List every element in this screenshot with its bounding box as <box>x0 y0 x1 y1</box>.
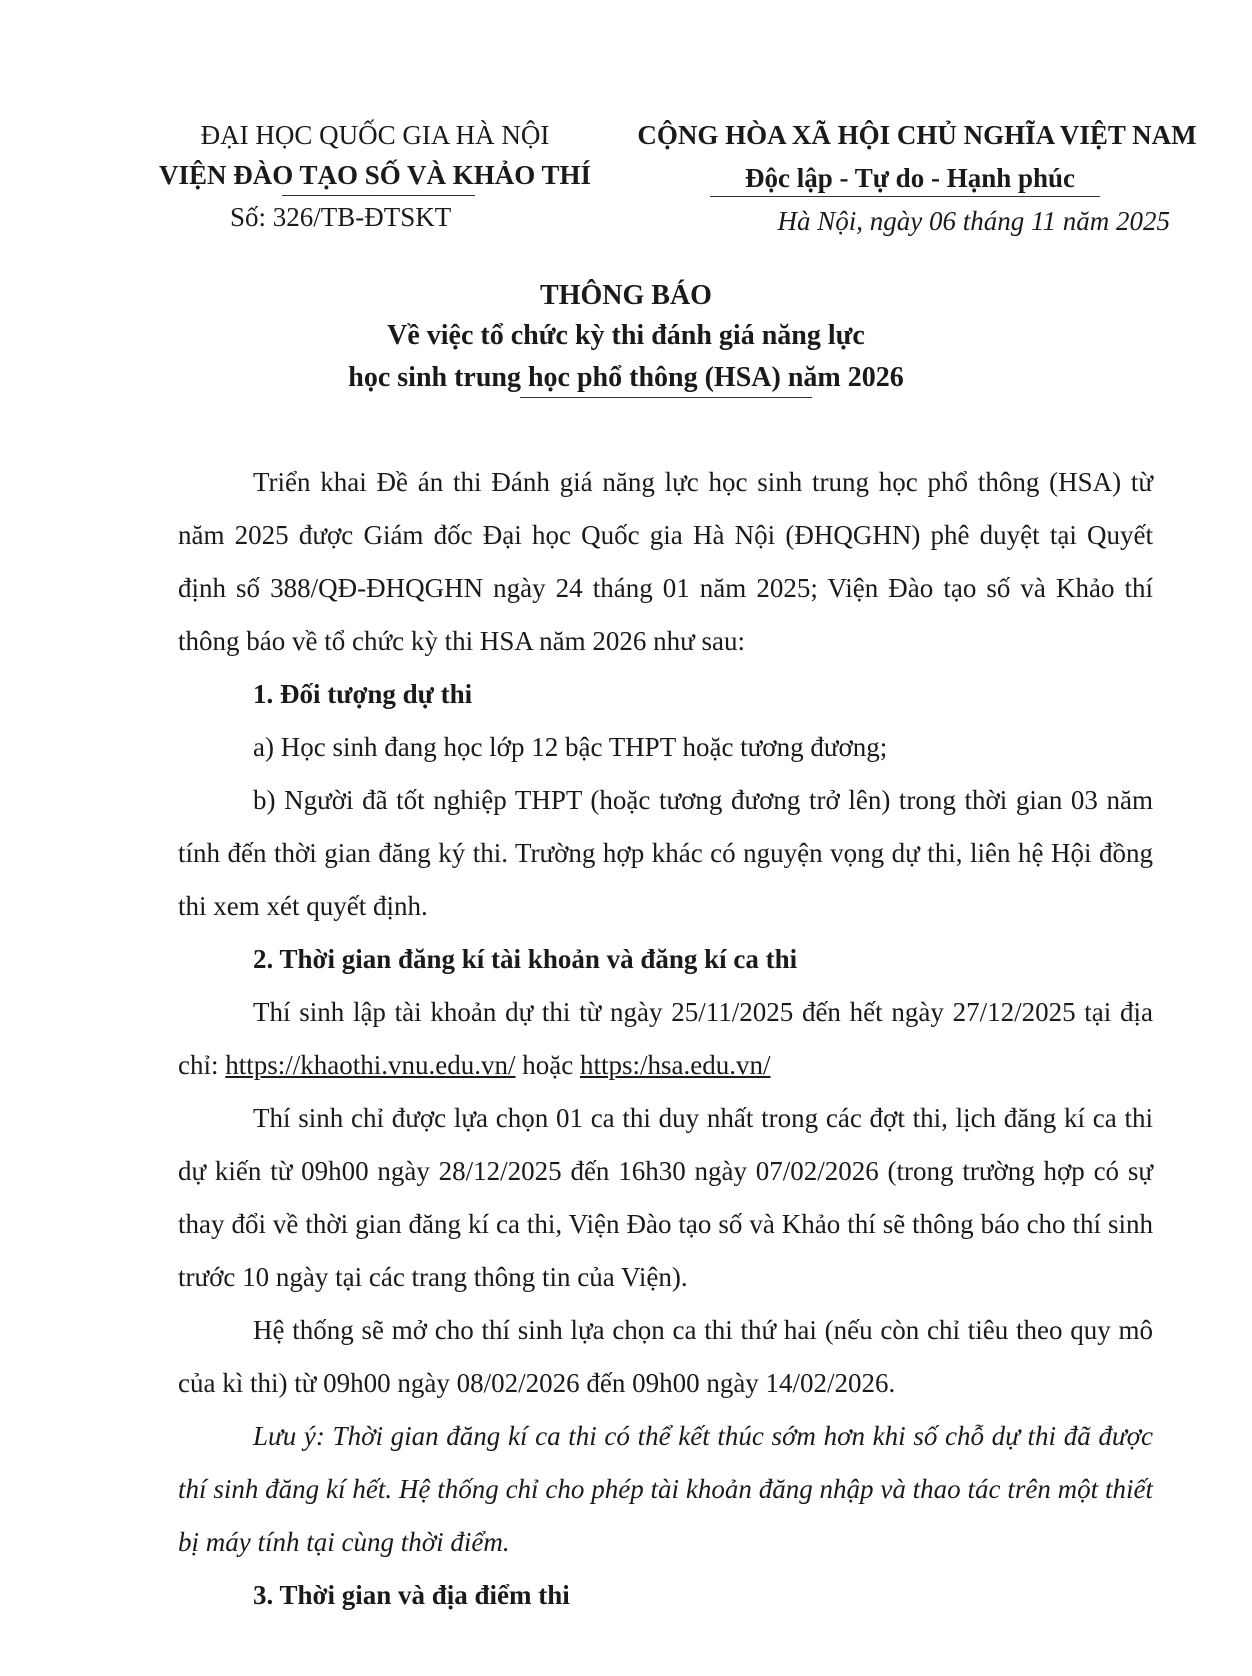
institute-underline <box>282 195 475 196</box>
khaothi-link[interactable]: https://khaothi.vnu.edu.vn/ <box>225 1050 516 1080</box>
document-date: Hà Nội, ngày 06 tháng 11 năm 2025 <box>777 206 1170 236</box>
university-name: ĐẠI HỌC QUỐC GIA HÀ NỘI <box>200 120 550 150</box>
hsa-link[interactable]: https:/hsa.edu.vn/ <box>579 1050 771 1080</box>
section-3-heading: 3. Thời gian và địa điểm thi <box>253 1580 570 1610</box>
national-title: CỘNG HÒA XÃ HỘI CHỦ NGHĨA VIỆT NAM <box>637 120 1197 150</box>
or-text: hoặc <box>515 1050 580 1080</box>
section-2-note: Lưu ý: Thời gian đăng kí ca thi có thể kết thúc sớm hơn khi số chỗ dự thi đã được thí sinh đăng kí hết. Hệ thống chỉ cho phép tài khoản đăng nhập và thao tác trên một thiết bị máy tính tại cùng thời điểm. <box>178 1421 1153 1557</box>
section-2-paragraph-3: Hệ thống sẽ mở cho thí sinh lựa chọn ca thi thứ hai (nếu còn chỉ tiêu theo quy mô của kì thi) từ 09h00 ngày 08/02/2026 đến 09h00 ngày 14/02/2026. <box>178 1315 1153 1398</box>
document-title: THÔNG BÁO <box>540 280 712 311</box>
section-1-heading: 1. Đối tượng dự thi <box>253 679 473 709</box>
section-1-item-a: a) Học sinh đang học lớp 12 bậc THPT hoặc tương đương; <box>253 732 888 762</box>
national-motto: Độc lập - Tự do - Hạnh phúc <box>744 163 1076 193</box>
section-2-paragraph-1 <box>178 986 1153 1092</box>
section-2-paragraph-2: Thí sinh chỉ được lựa chọn 01 ca thi duy nhất trong các đợt thi, lịch đăng kí ca thi dự kiến từ 09h00 ngày 28/12/2025 đến 16h30 ngày 07/02/2026 (trong trường hợp có sự thay đổi về thời gian đăng kí ca thi, Viện Đào tạo số và Khảo thí sẽ thông báo cho thí sinh trước 10 ngày tại các trang thông tin của Viện). <box>178 1103 1153 1292</box>
registration-text: Thí sinh lập tài khoản dự thi từ ngày 25/11/2025 đến hết ngày 27/12/2025 tại địa chỉ: <box>178 997 1153 1080</box>
title-underline <box>520 397 812 398</box>
document-body <box>178 456 1153 1622</box>
institute-name: VIỆN ĐÀO TẠO SỐ VÀ KHẢO THÍ <box>158 160 592 190</box>
document-subject-line1: Về việc tổ chức kỳ thi đánh giá năng lực <box>387 320 865 351</box>
motto-underline <box>710 196 1100 197</box>
intro-paragraph: Triển khai Đề án thi Đánh giá năng lực học sinh trung học phổ thông (HSA) từ năm 2025 được Giám đốc Đại học Quốc gia Hà Nội (ĐHQGHN) phê duyệt tại Quyết định số 388/QĐ-ĐHQGHN ngày 24 tháng 01 năm 2025; Viện Đào tạo số và Khảo thí thông báo về tổ chức kỳ thi HSA năm 2026 như sau: <box>178 467 1153 656</box>
section-1-item-b: b) Người đã tốt nghiệp THPT (hoặc tương đương trở lên) trong thời gian 03 năm tính đến thời gian đăng ký thi. Trường hợp khác có nguyện vọng dự thi, liên hệ Hội đồng thi xem xét quyết định. <box>178 785 1153 921</box>
document-number: Số: 326/TB-ĐTSKT <box>230 202 452 232</box>
document-subject-line2: học sinh trung học phổ thông (HSA) năm 2026 <box>348 362 904 393</box>
section-2-heading: 2. Thời gian đăng kí tài khoản và đăng kí ca thi <box>253 944 798 974</box>
